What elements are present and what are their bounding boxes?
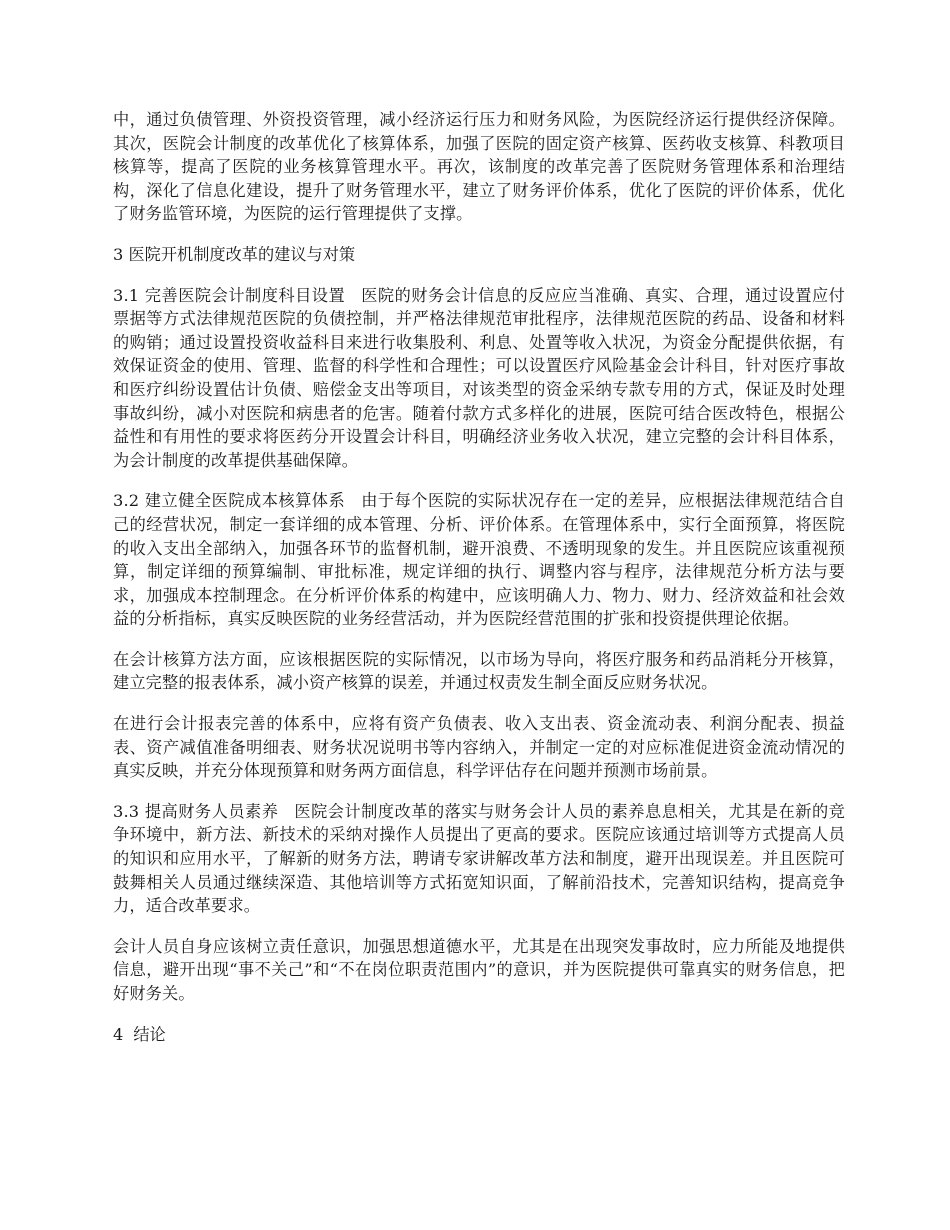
section-3-2-body: 由于每个医院的实际状况存在一定的差异，应根据法律规范结合自己的经营状况，制定一套详细的成本管理、分析、评价体系。在管理体系中，实行全面预算，将医院的收入支出全部纳入，加强各环节的监督机制，避开浪费、不透明现象的发生。并且医院应该重视预算，制定详细的预算编制、审批标准，规定详细的执行、调整内容与程序，法律规范分析方法与要求，加强成本控制理念。在分析评价体系的构建中，应该明确人力、物力、财力、经济效益和社会效益的分析指标，真实反映医院的业务经营活动，并为医院经营范围的扩张和投资提供理论依据。: [113, 491, 845, 629]
section-3-1-title: 3.1 完善医院会计制度科目设置: [113, 285, 346, 305]
section-3-heading: 3 医院开机制度改革的建议与对策: [113, 244, 356, 264]
section-3-1-body: 医院的财务会计信息的反应应当准确、真实、合理，通过设置应付票据等方式法律规范医院的负债控制，并严格法律规范审批程序，法律规范医院的药品、设备和材料的购销；通过设置投资收益科目来进行收集股利、利息、处置等收入状况，为资金分配提供依据，有效保证资金的使用、管理、监督的科学性和合理性；可以设置医疗风险基金会计科目，针对医疗事故和医疗纠纷设置估计负债、赔偿金支出等项目，对该类型的资金采纳专款专用的方式，保证及时处理事故纠纷，减小对医院和病患者的危害。随着付款方式多样化的进展，医院可结合医改特色，根据公益性和有用性的要求将医药分开设置会计科目，明确经济业务收入状况，建立完整的会计科目体系，为会计制度的改革提供基础保障。: [113, 285, 845, 470]
section-4-number: 4: [113, 1024, 124, 1044]
section-3-3-body: 医院会计制度改革的落实与财务会计人员的素养息息相关，尤其是在新的竞争环境中，新方法、新技术的采纳对操作人员提出了更高的要求。医院应该通过培训等方式提高人员的知识和应用水平，了解新的财务方法，聘请专家讲解改革方法和制度，避开出现误差。并且医院可鼓舞相关人员通过继续深造、其他培训等方式拓宽知识面，了解前沿技术，完善知识结构，提高竞争力，适合改革要求。: [113, 801, 845, 916]
section-4-heading: [113, 1023, 845, 1047]
document-page: [113, 108, 845, 1063]
section-3-2-paragraph: [113, 489, 845, 631]
accounting-method-paragraph: 在会计核算方法方面，应该根据医院的实际情况，以市场为导向，将医疗服务和药品消耗分开核算，建立完整的报表体系，减小资产核算的误差，并通过权责发生制全面反应财务状况。: [113, 649, 845, 693]
section-3-3-title: 3.3 提高财务人员素养: [113, 801, 279, 821]
section-3-3-paragraph: [113, 800, 845, 918]
personnel-paragraph: 会计人员自身应该树立责任意识，加强思想道德水平，尤其是在出现突发事故时，应力所能及地提供信息，避开出现“事不关己”和“不在岗位职责范围内”的意识，并为医院提供可靠真实的财务信息，把好财务关。: [113, 936, 845, 1003]
section-4-title: 结论: [133, 1024, 166, 1044]
intro-paragraph: 中，通过负债管理、外资投资管理，减小经济运行压力和财务风险，为医院经济运行提供经济保障。其次，医院会计制度的改革优化了核算体系，加强了医院的固定资产核算、医药收支核算、科教项目核算等，提高了医院的业务核算管理水平。再次，该制度的改革完善了医院财务管理体系和治理结构，深化了信息化建设，提升了财务管理水平，建立了财务评价体系，优化了医院的评价体系，优化了财务监管环境，为医院的运行管理提供了支撑。: [113, 110, 845, 224]
report-system-paragraph: 在进行会计报表完善的体系中，应将有资产负债表、收入支出表、资金流动表、利润分配表、损益表、资产减值准备明细表、财务状况说明书等内容纳入，并制定一定的对应标准促进资金流动情况的真实反映，并充分体现预算和财务两方面信息，科学评估存在问题并预测市场前景。: [113, 714, 845, 781]
section-3-2-title: 3.2 建立健全医院成本核算体系: [113, 491, 346, 511]
section-3-1-paragraph: [113, 284, 845, 473]
